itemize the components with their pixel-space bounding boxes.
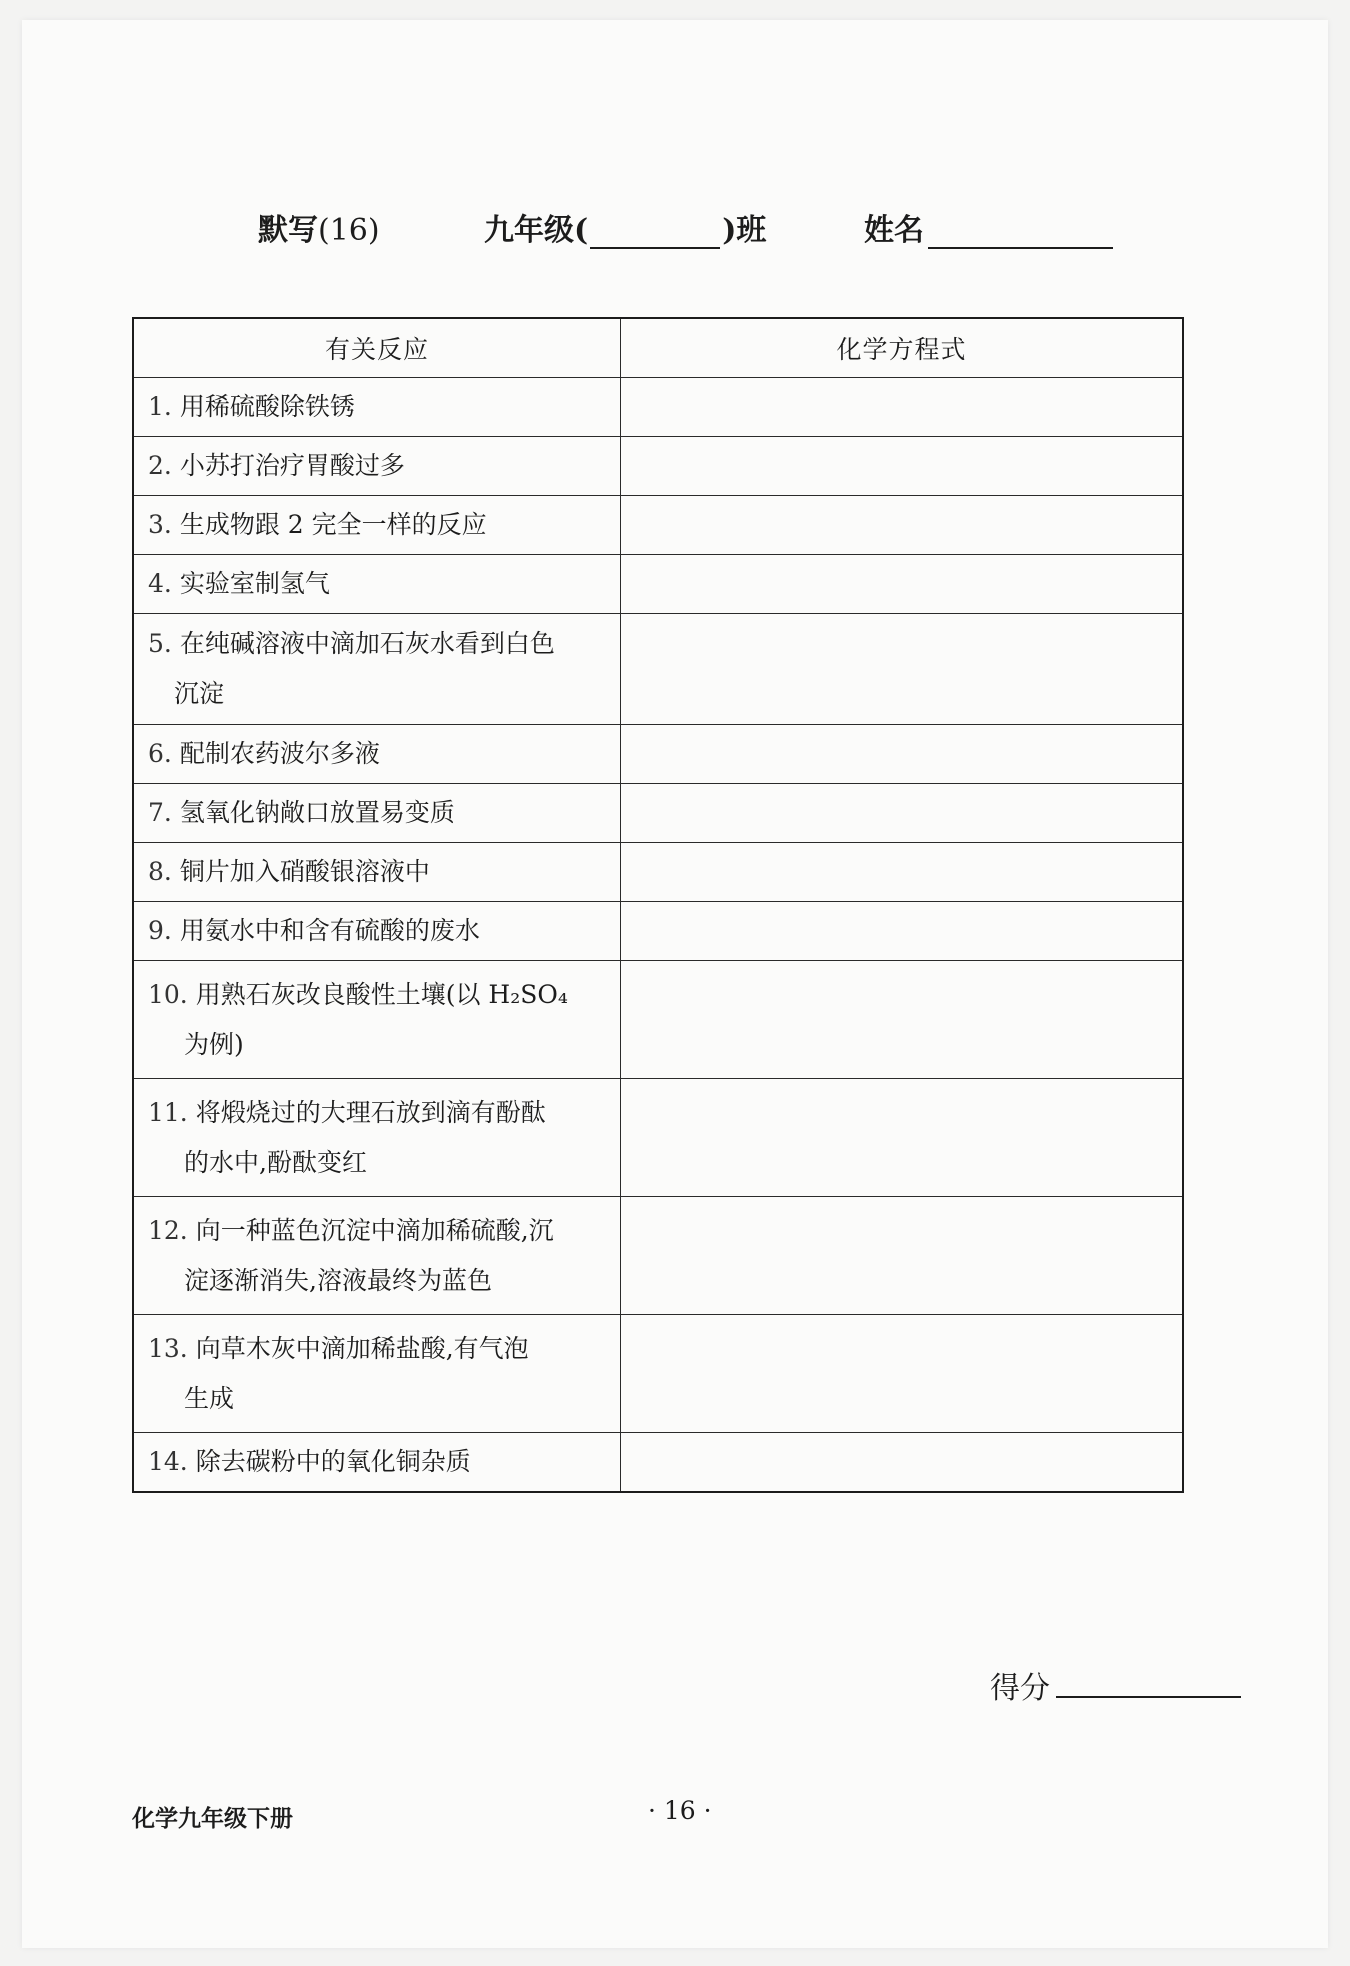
table-row: [133, 784, 1183, 843]
reaction-line: [148, 1324, 608, 1374]
reaction-number: 10.: [148, 979, 188, 1009]
equation-answer-cell[interactable]: [621, 843, 1184, 902]
reaction-line: [148, 382, 608, 432]
reaction-cell: [133, 843, 621, 902]
reaction-text-continued: 沉淀: [174, 679, 225, 708]
equation-answer-cell[interactable]: [621, 784, 1184, 843]
reaction-line: [148, 619, 608, 669]
reaction-number: 3.: [148, 510, 172, 539]
reaction-number: 4.: [148, 569, 172, 598]
page-number: · 16 ·: [648, 1796, 712, 1825]
reaction-number: 7.: [148, 798, 172, 827]
worksheet-header: [0, 205, 1350, 255]
reaction-number: 1.: [148, 392, 172, 421]
reaction-line: [148, 970, 608, 1020]
reaction-number: 14.: [148, 1447, 188, 1476]
column-header-reaction: 有关反应: [133, 318, 621, 378]
equation-answer-cell[interactable]: [621, 378, 1184, 437]
worksheet-title: [258, 205, 380, 249]
reaction-text: 氢氧化钠敞口放置易变质: [179, 798, 455, 827]
class-field: [484, 205, 766, 249]
equation-answer-cell[interactable]: [621, 1433, 1184, 1493]
reaction-number: 2.: [148, 451, 172, 480]
reaction-number: 8.: [148, 857, 172, 886]
table-row: [133, 1197, 1183, 1315]
reaction-cell: [133, 1433, 621, 1493]
title-number: (16): [318, 213, 380, 248]
name-blank[interactable]: [928, 213, 1113, 249]
reaction-cell: [133, 902, 621, 961]
reaction-line: [148, 1206, 608, 1256]
reaction-number: 13.: [148, 1333, 188, 1363]
reaction-text: 配制农药波尔多液: [179, 739, 380, 768]
equation-answer-cell[interactable]: [621, 961, 1184, 1079]
reaction-text: 用熟石灰改良酸性土壤(以 H₂SO₄: [195, 979, 568, 1009]
reaction-cell: [133, 784, 621, 843]
equation-answer-cell[interactable]: [621, 902, 1184, 961]
reaction-text-continued: 淀逐渐消失,溶液最终为蓝色: [184, 1265, 492, 1295]
reaction-line: [148, 1437, 608, 1487]
reaction-text: 小苏打治疗胃酸过多: [179, 451, 405, 480]
title-text: 默写: [258, 213, 318, 248]
reaction-text: 在纯碱溶液中滴加石灰水看到白色: [179, 629, 555, 658]
reaction-text: 除去碳粉中的氧化铜杂质: [195, 1447, 471, 1476]
reaction-text: 实验室制氢气: [179, 569, 330, 598]
reaction-cell: [133, 437, 621, 496]
reaction-line: [148, 500, 608, 550]
reaction-cell: [133, 1315, 621, 1433]
table-row: [133, 555, 1183, 614]
reaction-cell: [133, 555, 621, 614]
class-suffix: )班: [722, 213, 767, 248]
reaction-cell: [133, 378, 621, 437]
table-row: [133, 961, 1183, 1079]
reaction-cell: [133, 1079, 621, 1197]
equation-answer-cell[interactable]: [621, 614, 1184, 725]
reaction-number: 6.: [148, 739, 172, 768]
reaction-cell: [133, 496, 621, 555]
reaction-text: 铜片加入硝酸银溶液中: [179, 857, 430, 886]
equation-answer-cell[interactable]: [621, 437, 1184, 496]
reaction-text: 向草木灰中滴加稀盐酸,有气泡: [195, 1333, 529, 1363]
class-blank[interactable]: [590, 217, 720, 249]
equation-answer-cell[interactable]: [621, 1197, 1184, 1315]
equation-answer-cell[interactable]: [621, 1315, 1184, 1433]
equation-answer-cell[interactable]: [621, 496, 1184, 555]
score-field: [990, 1662, 1241, 1707]
reaction-line: [148, 788, 608, 838]
score-blank[interactable]: [1056, 1662, 1241, 1698]
reaction-text: 用氨水中和含有硫酸的废水: [179, 916, 480, 945]
table-row: [133, 437, 1183, 496]
reaction-number: 11.: [148, 1097, 188, 1127]
reaction-number: 9.: [148, 916, 172, 945]
reaction-text: 将煅烧过的大理石放到滴有酚酞: [195, 1097, 546, 1127]
equation-answer-cell[interactable]: [621, 725, 1184, 784]
reaction-line: [148, 441, 608, 491]
reaction-line: [148, 847, 608, 897]
reaction-line: [148, 1088, 608, 1138]
name-field: [864, 205, 1113, 249]
reaction-number: 12.: [148, 1215, 188, 1245]
table-row: [133, 496, 1183, 555]
reaction-line: [148, 559, 608, 609]
table-row: [133, 843, 1183, 902]
equation-answer-cell[interactable]: [621, 1079, 1184, 1197]
reaction-cell: [133, 961, 621, 1079]
table-row: [133, 614, 1183, 725]
book-title: 化学九年级下册: [132, 1806, 293, 1832]
reaction-cell: [133, 614, 621, 725]
reaction-line: [148, 729, 608, 779]
reaction-cell: [133, 1197, 621, 1315]
table-row: [133, 1433, 1183, 1493]
reaction-number: 5.: [148, 629, 172, 658]
reaction-cell: [133, 725, 621, 784]
name-label: 姓名: [864, 213, 924, 248]
equation-answer-cell[interactable]: [621, 555, 1184, 614]
table-row: [133, 902, 1183, 961]
reaction-text: 用稀硫酸除铁锈: [179, 392, 355, 421]
table-row: [133, 725, 1183, 784]
reaction-text-continued: 生成: [184, 1383, 235, 1413]
reaction-text-continued: 的水中,酚酞变红: [184, 1147, 367, 1177]
grade-label: 九年级(: [484, 213, 589, 248]
reaction-text-continued: 为例): [184, 1029, 244, 1059]
table-row: [133, 1079, 1183, 1197]
reaction-text: 生成物跟 2 完全一样的反应: [179, 510, 487, 539]
reaction-line: [148, 906, 608, 956]
table-row: [133, 1315, 1183, 1433]
column-header-equation: 化学方程式: [621, 318, 1184, 378]
reaction-text: 向一种蓝色沉淀中滴加稀硫酸,沉: [195, 1215, 554, 1245]
table-row: [133, 378, 1183, 437]
score-label: 得分: [990, 1671, 1050, 1706]
reaction-table: [132, 317, 1184, 1493]
